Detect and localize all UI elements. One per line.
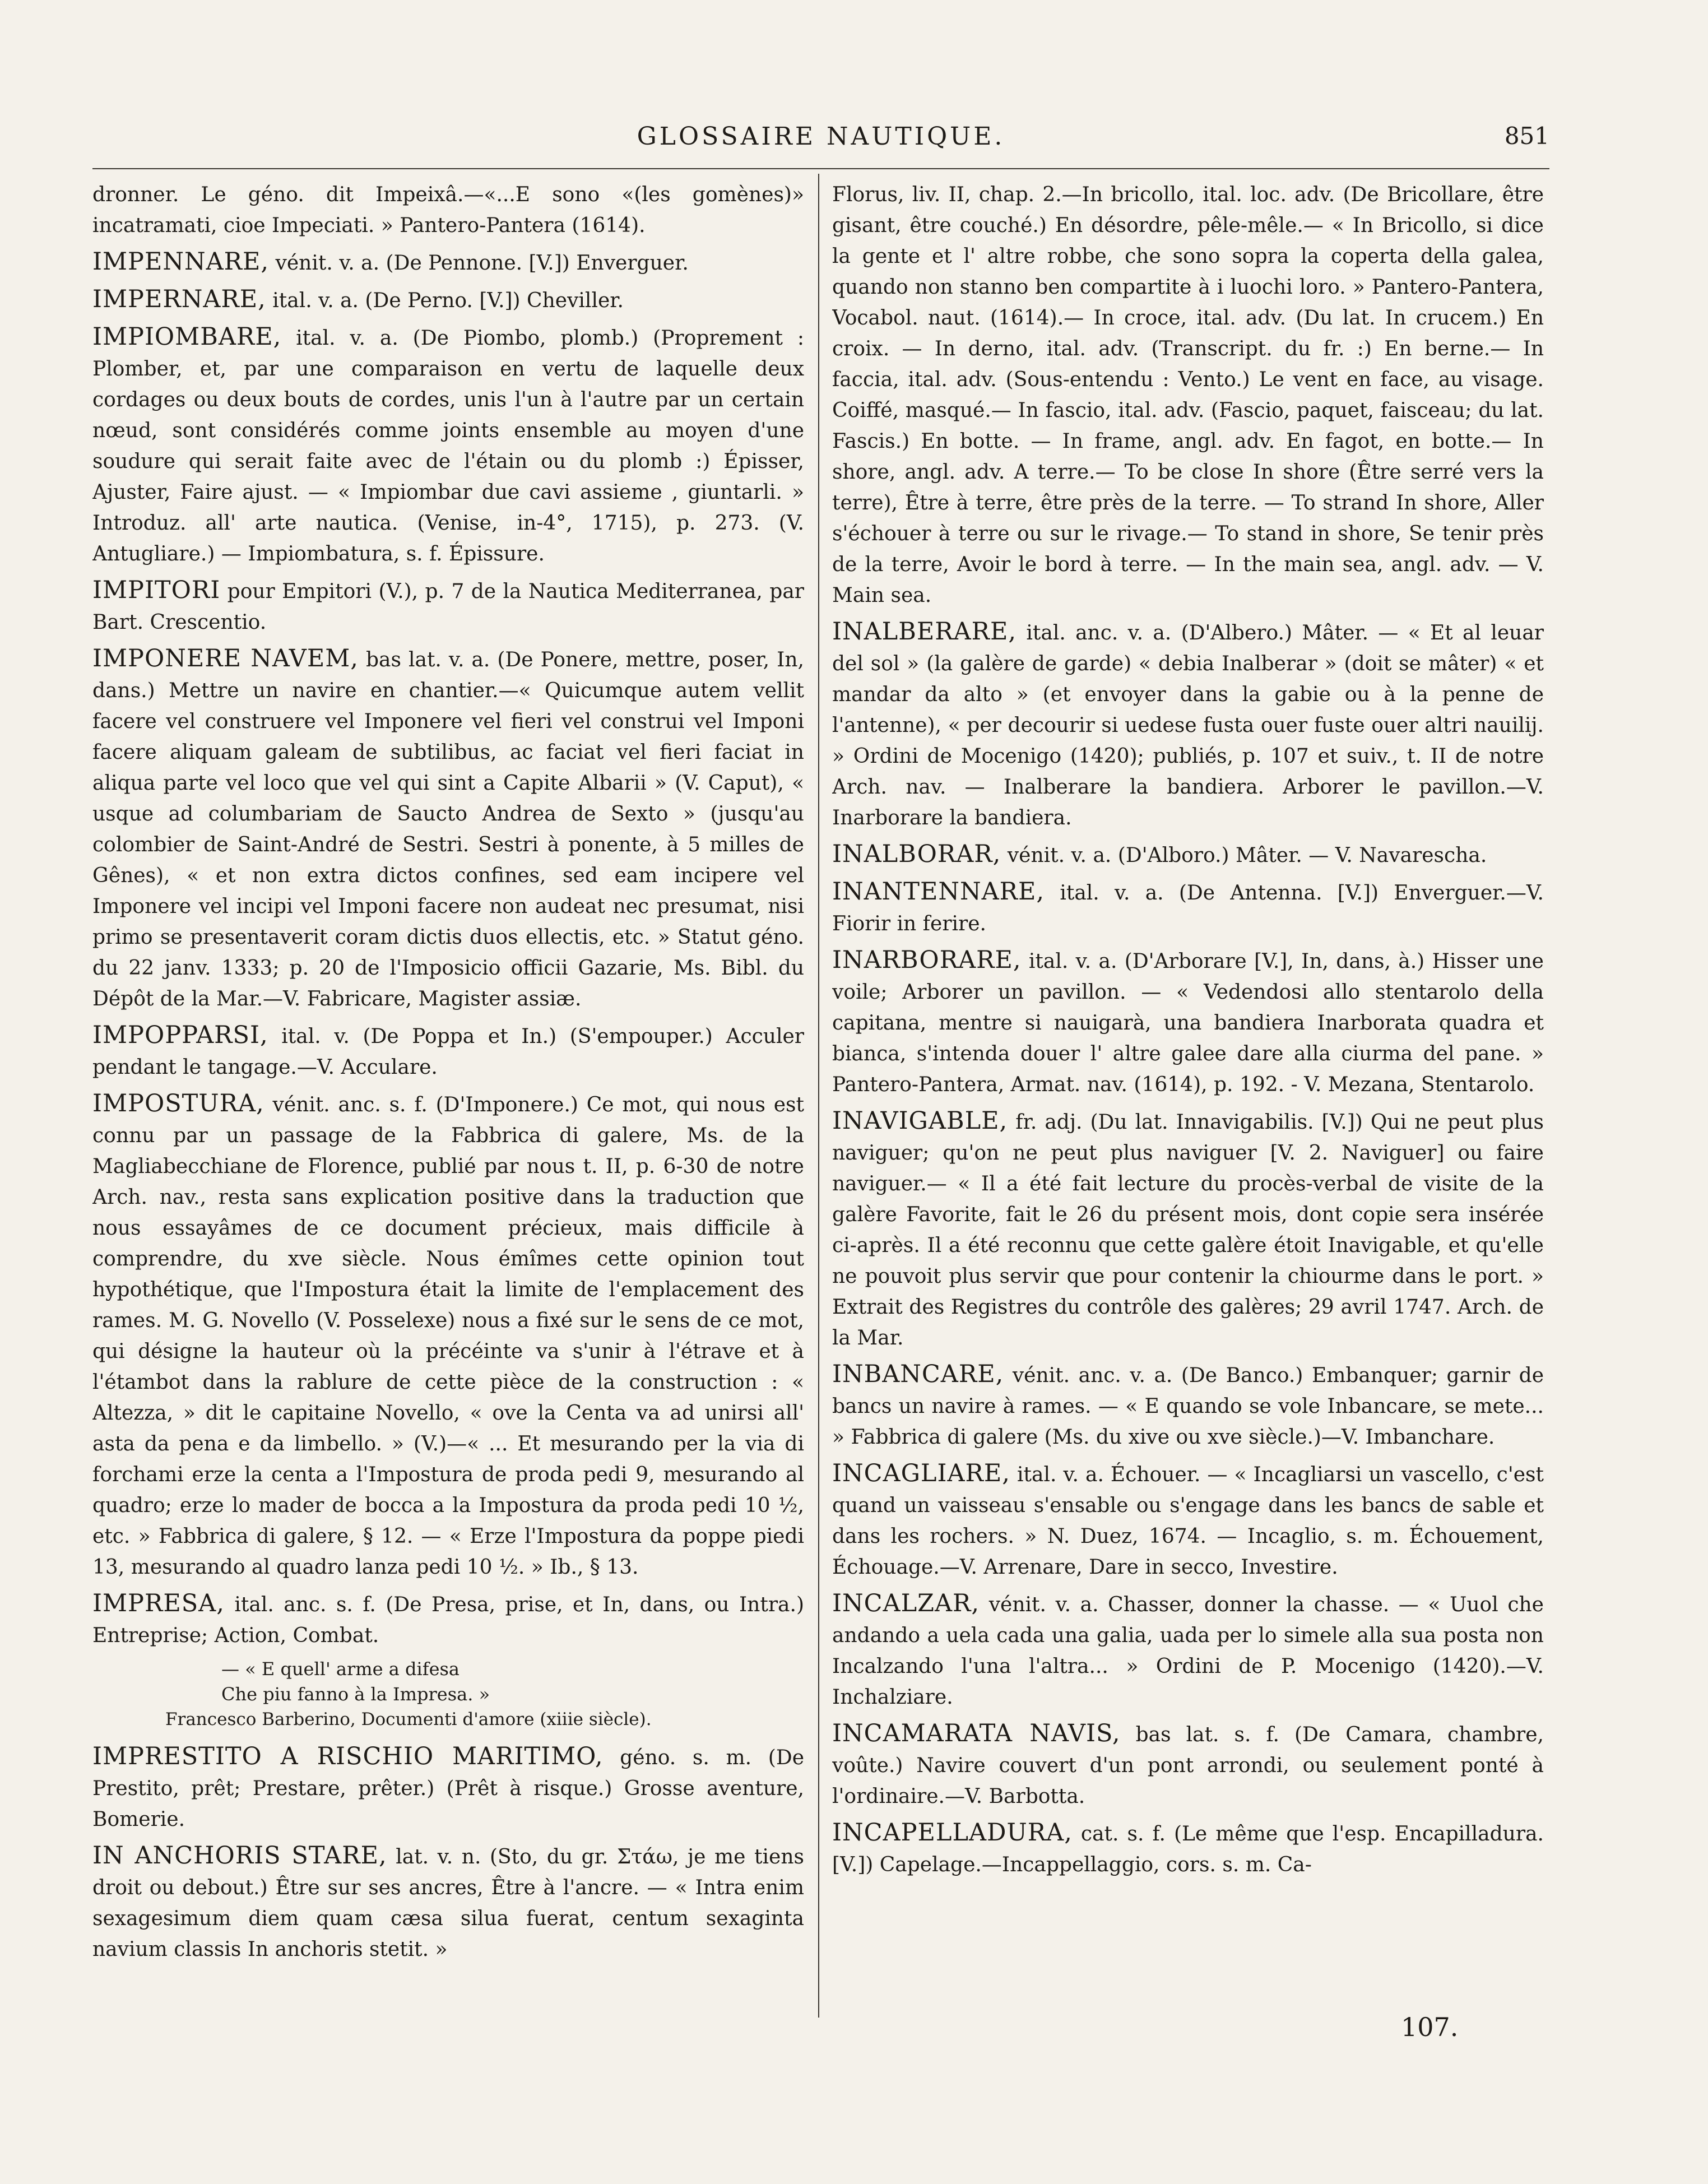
- right-column: [832, 179, 1544, 2018]
- entry: IMPOSTURA, vénit. anc. s. f. (D'Imponere.) Ce mot, qui nous est connu par un passage de la Fabbrica di galere, Ms. de la Magliabecchiane de Florence, publié par nous t. II, p. 6-30 de notre Arch. nav., resta sans explication positive dans la traduction que nous essayâmes de ce document précieux, mais difficile à comprendre, du xve siècle. Nous émîmes cette opinion tout hypothétique, que l'Impostura était la limite de l'emplacement des rames. M. G. Novello (V. Posselexe) nous a fixé sur le sens de ce mot, qui désigne la hauteur où la précéinte va s'unir à l'étrave et à l'étambot dans la rablure de cette pièce de la construction : « Altezza, » dit le capitaine Novello, « ove la Centa va ad unirsi all' asta da pena e da limbello. » (V.)—« ... Et mesurando per la via di forchami erze la centa a l'Impostura de proda pedi 9, mesurando al quadro; erze lo mader de bocca a la Impostura da proda pedi 10 ½, etc. » Fabbrica di galere, § 12. — « Erze l'Impostura da poppe piedi 13, mesurando al quadro lanza pedi 10 ½. » Ib., § 13.: [92, 1089, 804, 1579]
- verse-quote: [92, 1657, 804, 1732]
- headword: INCAGLIARE,: [832, 1459, 1010, 1487]
- entry: INALBERARE, ital. anc. v. a. (D'Albero.) Mâter. — « Et al leuar del sol » (la galère de garde) « debia Inalberar » (doit se mâter) « et mandar da alto » (et envoyer dans la gabie ou à la penne de l'antenne), « per decourir si uedese fusta ouer fuste ouer altri nauilij. » Ordini de Mocenigo (1420); publiés, p. 107 et suiv., t. II de notre Arch. nav. — Inalberare la bandiera. Arborer le pavillon.—V. Inarborare la bandiera.: [832, 618, 1544, 829]
- headword: INCAMARATA NAVIS,: [832, 1719, 1121, 1747]
- headword: INALBERARE,: [832, 618, 1017, 646]
- entry: INAVIGABLE, fr. adj. (Du lat. Innavigabilis. [V.]) Qui ne peut plus naviguer; qu'on ne peut plus naviguer [V. 2. Naviguer] ou faire naviguer.— « Il a été fait lecture du procès-verbal de visite de la galère Favorite, fait le 26 du présent mois, dont copie sera insérée ci-après. Il a été reconnu que cette galère étoit Inavigable, et qu'elle ne pouvoit plus servir que pour contenir la chiourme dans le port. » Extrait des Registres du contrôle des galères; 29 avril 1747. Arch. de la Mar.: [832, 1107, 1544, 1350]
- headword: IN ANCHORIS STARE,: [92, 1842, 387, 1870]
- headword: INBANCARE,: [832, 1360, 1004, 1388]
- entry: INCAMARATA NAVIS, bas lat. s. f. (De Camara, chambre, voûte.) Navire couvert d'un pont arrondi, ou seulement ponté à l'ordinaire.—V. Barbotta.: [832, 1719, 1544, 1808]
- entry: INCAPELLADURA, cat. s. f. (Le même que l'esp. Encapilladura. [V.]) Capelage.—Incappellaggio, cors. s. m. Ca-: [832, 1819, 1544, 1876]
- entry: IMPRESA, ital. anc. s. f. (De Presa, prise, et In, dans, ou Intra.) Entreprise; Action, Combat.: [92, 1589, 804, 1647]
- page-title: GLOSSAIRE NAUTIQUE.: [637, 122, 1005, 151]
- headword: IMPRESTITO A RISCHIO MARITIMO,: [92, 1742, 604, 1770]
- headword: IMPIOMBARE,: [92, 323, 282, 351]
- entry: INCAGLIARE, ital. v. a. Échouer. — « Incagliarsi un vascello, c'est quand un vaisseau s'ensable ou s'engage dans les bancs de sable et dans les rochers. » N. Duez, 1674. — Incaglio, s. m. Échouement, Échouage.—V. Arrenare, Dare in secco, Investire.: [832, 1459, 1544, 1579]
- headword: INANTENNARE,: [832, 878, 1045, 906]
- page-number: 851: [1504, 122, 1549, 150]
- entry: IMPRESTITO A RISCHIO MARITIMO, géno. s. m. (De Prestito, prêt; Prestare, prêter.) (Prêt à risque.) Grosse aventure, Bomerie.: [92, 1742, 804, 1831]
- entry: INARBORARE, ital. v. a. (D'Arborare [V.], In, dans, à.) Hisser une voile; Arborer un pavillon. — « Vedendosi allo stentarolo della capitana, mentre si nauigarà, una bandiera Inarborata quadra et bianca, s'intenda douer l' altre galee dare alla ciurma del pane. » Pantero-Pantera, Armat. nav. (1614), p. 192. - V. Mezana, Stentarolo.: [832, 946, 1544, 1096]
- left-column: [92, 179, 804, 2018]
- entry: INALBORAR, vénit. v. a. (D'Alboro.) Mâter. — V. Navarescha.: [832, 840, 1487, 868]
- headword: INARBORARE,: [832, 946, 1022, 974]
- header-rule: [92, 168, 1549, 169]
- headword: INCAPELLADURA,: [832, 1819, 1073, 1847]
- running-header: [92, 122, 1549, 156]
- headword: INALBORAR,: [832, 840, 1001, 868]
- entry: IN ANCHORIS STARE, lat. v. n. (Sto, du gr. Στάω, je me tiens droit ou debout.) Être sur ses ancres, Être à l'ancre. — « Intra enim sexagesimum diem quam cæsa silua fuerat, centum sexaginta navium classis In anchoris stetit. »: [92, 1842, 804, 1961]
- quote-attribution: Francesco Barberino, Documenti d'amore (xiiie siècle).: [165, 1709, 652, 1729]
- headword: IMPERNARE,: [92, 285, 266, 313]
- column-divider: [818, 174, 819, 2018]
- headword: IMPOPPARSI,: [92, 1021, 268, 1049]
- entry: INANTENNARE, ital. v. a. (De Antenna. [V.]) Enverguer.—V. Fiorir in ferire.: [832, 878, 1544, 935]
- folio-number: 107.: [1401, 2012, 1459, 2042]
- entry: IMPONERE NAVEM, bas lat. v. a. (De Ponere, mettre, poser, In, dans.) Mettre un navire en chantier.—« Quicumque autem vellit facere vel construere vel Imponere vel fieri vel construi vel Imponi facere aliquam galeam de subtilibus, ac faciat vel fieri faciat in aliqua parte vel loco que vel qui sint a Capite Albarii » (V. Caput), « usque ad columbariam de Saucto Andrea de Sexto » (jusqu'au colombier de Saint-André de Sestri. Sestri à ponente, à 5 milles de Gênes), « et non extra dictos confines, sed eam incipere vel Imponere vel incipi vel Imponi facere non audeat nec presumat, nisi primo se presentaverit coram dictis duos ellectis, etc. » Statut géno. du 22 janv. 1333; p. 20 de l'Imposicio officii Gazarie, Ms. Bibl. du Dépôt de la Mar.—V. Fabricare, Magister assiæ.: [92, 644, 804, 1010]
- entry: IMPERNARE, ital. v. a. (De Perno. [V.]) Cheviller.: [92, 285, 624, 313]
- entry: IMPOPPARSI, ital. v. (De Poppa et In.) (S'empouper.) Acculer pendant le tangage.—V. Acculare.: [92, 1021, 804, 1079]
- headword: IMPOSTURA,: [92, 1089, 264, 1117]
- entry: INCALZAR, vénit. v. a. Chasser, donner la chasse. — « Uuol che andando a uela cada una galia, uada per lo simele alla sua posta non Incalzando l'una l'altra... » Ordini de P. Mocenigo (1420).—V. Inchalziare.: [832, 1589, 1544, 1709]
- headword: IMPONERE NAVEM,: [92, 644, 359, 673]
- entry: INBANCARE, vénit. anc. v. a. (De Banco.) Embanquer; garnir de bancs un navire à rames. — « E quando se vole Inbancare, se mete... » Fabbrica di galere (Ms. du xive ou xve siècle.)—V. Imbanchare.: [832, 1360, 1544, 1449]
- entry: Florus, liv. II, chap. 2.—In bricollo, ital. loc. adv. (De Bricollare, être gisant, être couché.) En désordre, pêle-mêle.— « In Bricollo, si dice la gente et l' altre robbe, che sono sopra la coperta della galea, quando non stanno ben compartite à i luochi loro. » Pantero-Pantera, Vocabol. naut. (1614).— In croce, ital. adv. (Du lat. In crucem.) En croix. — In derno, ital. adv. (Transcript. du fr. :) En berne.— In faccia, ital. adv. (Sous-entendu : Vento.) Le vent en face, au visage. Coiffé, masqué.— In fascio, ital. adv. (Fascio, paquet, faisceau; du lat. Fascis.) En botte. — In frame, angl. adv. En fagot, en botte.— In shore, angl. adv. A terre.— To be close In shore (Être serré vers la terre), Être à terre, être près de la terre. — To strand In shore, Aller s'échouer à terre ou sur le rivage.— To stand in shore, Se tenir près de la terre, Avoir le bord à terre. — In the main sea, angl. adv. — V. Main sea.: [832, 183, 1544, 607]
- quote-line: Che piu fanno à la Impresa. »: [221, 1684, 490, 1705]
- entry: dronner. Le géno. dit Impeixâ.—«...E sono «(les gomènes)» incatramati, cioe Impeciati. » Pantero-Pantera (1614).: [92, 183, 804, 237]
- headword: IMPENNARE,: [92, 248, 270, 276]
- entry: IMPIOMBARE, ital. v. a. (De Piombo, plomb.) (Proprement : Plomber, et, par une comparaison en vertu de laquelle deux cordages ou deux bouts de cordes, unis l'un à l'autre par un certain nœud, sont considérés comme joints ensemble au moyen d'une soudure qui serait faite avec de l'étain ou du plomb :) Épisser, Ajuster, Faire ajust. — « Impiombar due cavi assieme , giuntarli. » Introduz. all' arte nautica. (Venise, in-4°, 1715), p. 273. (V. Antugliare.) — Impiombatura, s. f. Épissure.: [92, 323, 804, 565]
- entry: IMPITORI pour Empitori (V.), p. 7 de la Nautica Mediterranea, par Bart. Crescentio.: [92, 576, 804, 634]
- entry: IMPENNARE, vénit. v. a. (De Pennone. [V.]) Enverguer.: [92, 248, 689, 276]
- headword: IMPITORI: [92, 576, 221, 604]
- headword: IMPRESA,: [92, 1589, 225, 1617]
- headword: INAVIGABLE,: [832, 1107, 1008, 1135]
- quote-line: — « E quell' arme a difesa: [221, 1658, 460, 1680]
- headword: INCALZAR,: [832, 1589, 980, 1617]
